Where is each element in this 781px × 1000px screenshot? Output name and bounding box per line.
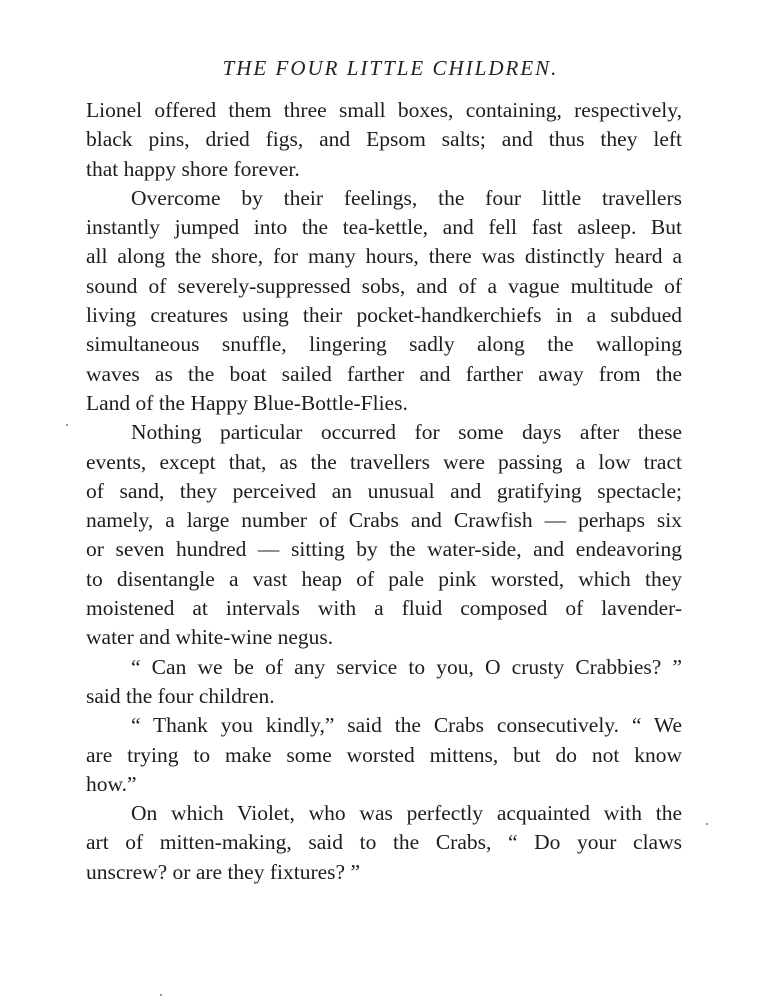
- scan-speck: [160, 994, 162, 996]
- text-line: that happy shore forever.: [86, 156, 300, 181]
- body-text: [86, 96, 682, 887]
- text-line: sound of severely-suppressed sobs, and of a vague multitude of: [86, 273, 682, 298]
- text-line: to disentangle a vast heap of pale pink worsted, which they: [86, 566, 682, 591]
- text-line: living creatures using their pocket-handkerchiefs in a subdued: [86, 303, 682, 328]
- text-line: unscrew? or are they fixtures? ”: [86, 859, 360, 884]
- text-line: simultaneous snuffle, lingering sadly along the walloping: [86, 332, 682, 357]
- text-line: Overcome by their feelings, the four little travellers: [131, 185, 682, 210]
- text-line: events, except that, as the travellers were passing a low tract: [86, 449, 682, 474]
- text-line: Nothing particular occurred for some days after these: [131, 420, 682, 445]
- text-line: waves as the boat sailed farther and farther away from the: [86, 361, 682, 386]
- scan-speck: [706, 823, 708, 825]
- text-line: “ Can we be of any service to you, O crusty Crabbies? ”: [131, 654, 682, 679]
- text-line: Lionel offered them three small boxes, containing, respectively,: [86, 98, 682, 122]
- text-line: how.”: [86, 771, 137, 796]
- text-line: On which Violet, who was perfectly acquainted with the: [131, 801, 682, 826]
- text-line: Land of the Happy Blue-Bottle-Flies.: [86, 390, 408, 415]
- text-line: instantly jumped into the tea-kettle, and fell fast asleep. But: [86, 215, 682, 240]
- text-line: said the four children.: [86, 683, 275, 708]
- text-line: all along the shore, for many hours, there was distinctly heard a: [86, 244, 682, 269]
- text-line: namely, a large number of Crabs and Crawfish — perhaps six: [86, 508, 682, 533]
- text-line: or seven hundred — sitting by the water-side, and endeavoring: [86, 537, 682, 562]
- scan-speck: [66, 424, 68, 426]
- text-line: of sand, they perceived an unusual and gratifying spectacle;: [86, 478, 682, 503]
- text-line: “ Thank you kindly,” said the Crabs consecutively. “ We: [131, 713, 682, 738]
- text-line: moistened at intervals with a fluid composed of lavender-: [86, 596, 682, 621]
- running-head: THE FOUR LITTLE CHILDREN.: [222, 56, 559, 80]
- text-line: water and white-wine negus.: [86, 625, 334, 650]
- text-line: are trying to make some worsted mittens, but do not know: [86, 742, 682, 767]
- text-line: art of mitten-making, said to the Crabs, “ Do your claws: [86, 830, 682, 855]
- text-line: black pins, dried figs, and Epsom salts; and thus they left: [86, 127, 682, 152]
